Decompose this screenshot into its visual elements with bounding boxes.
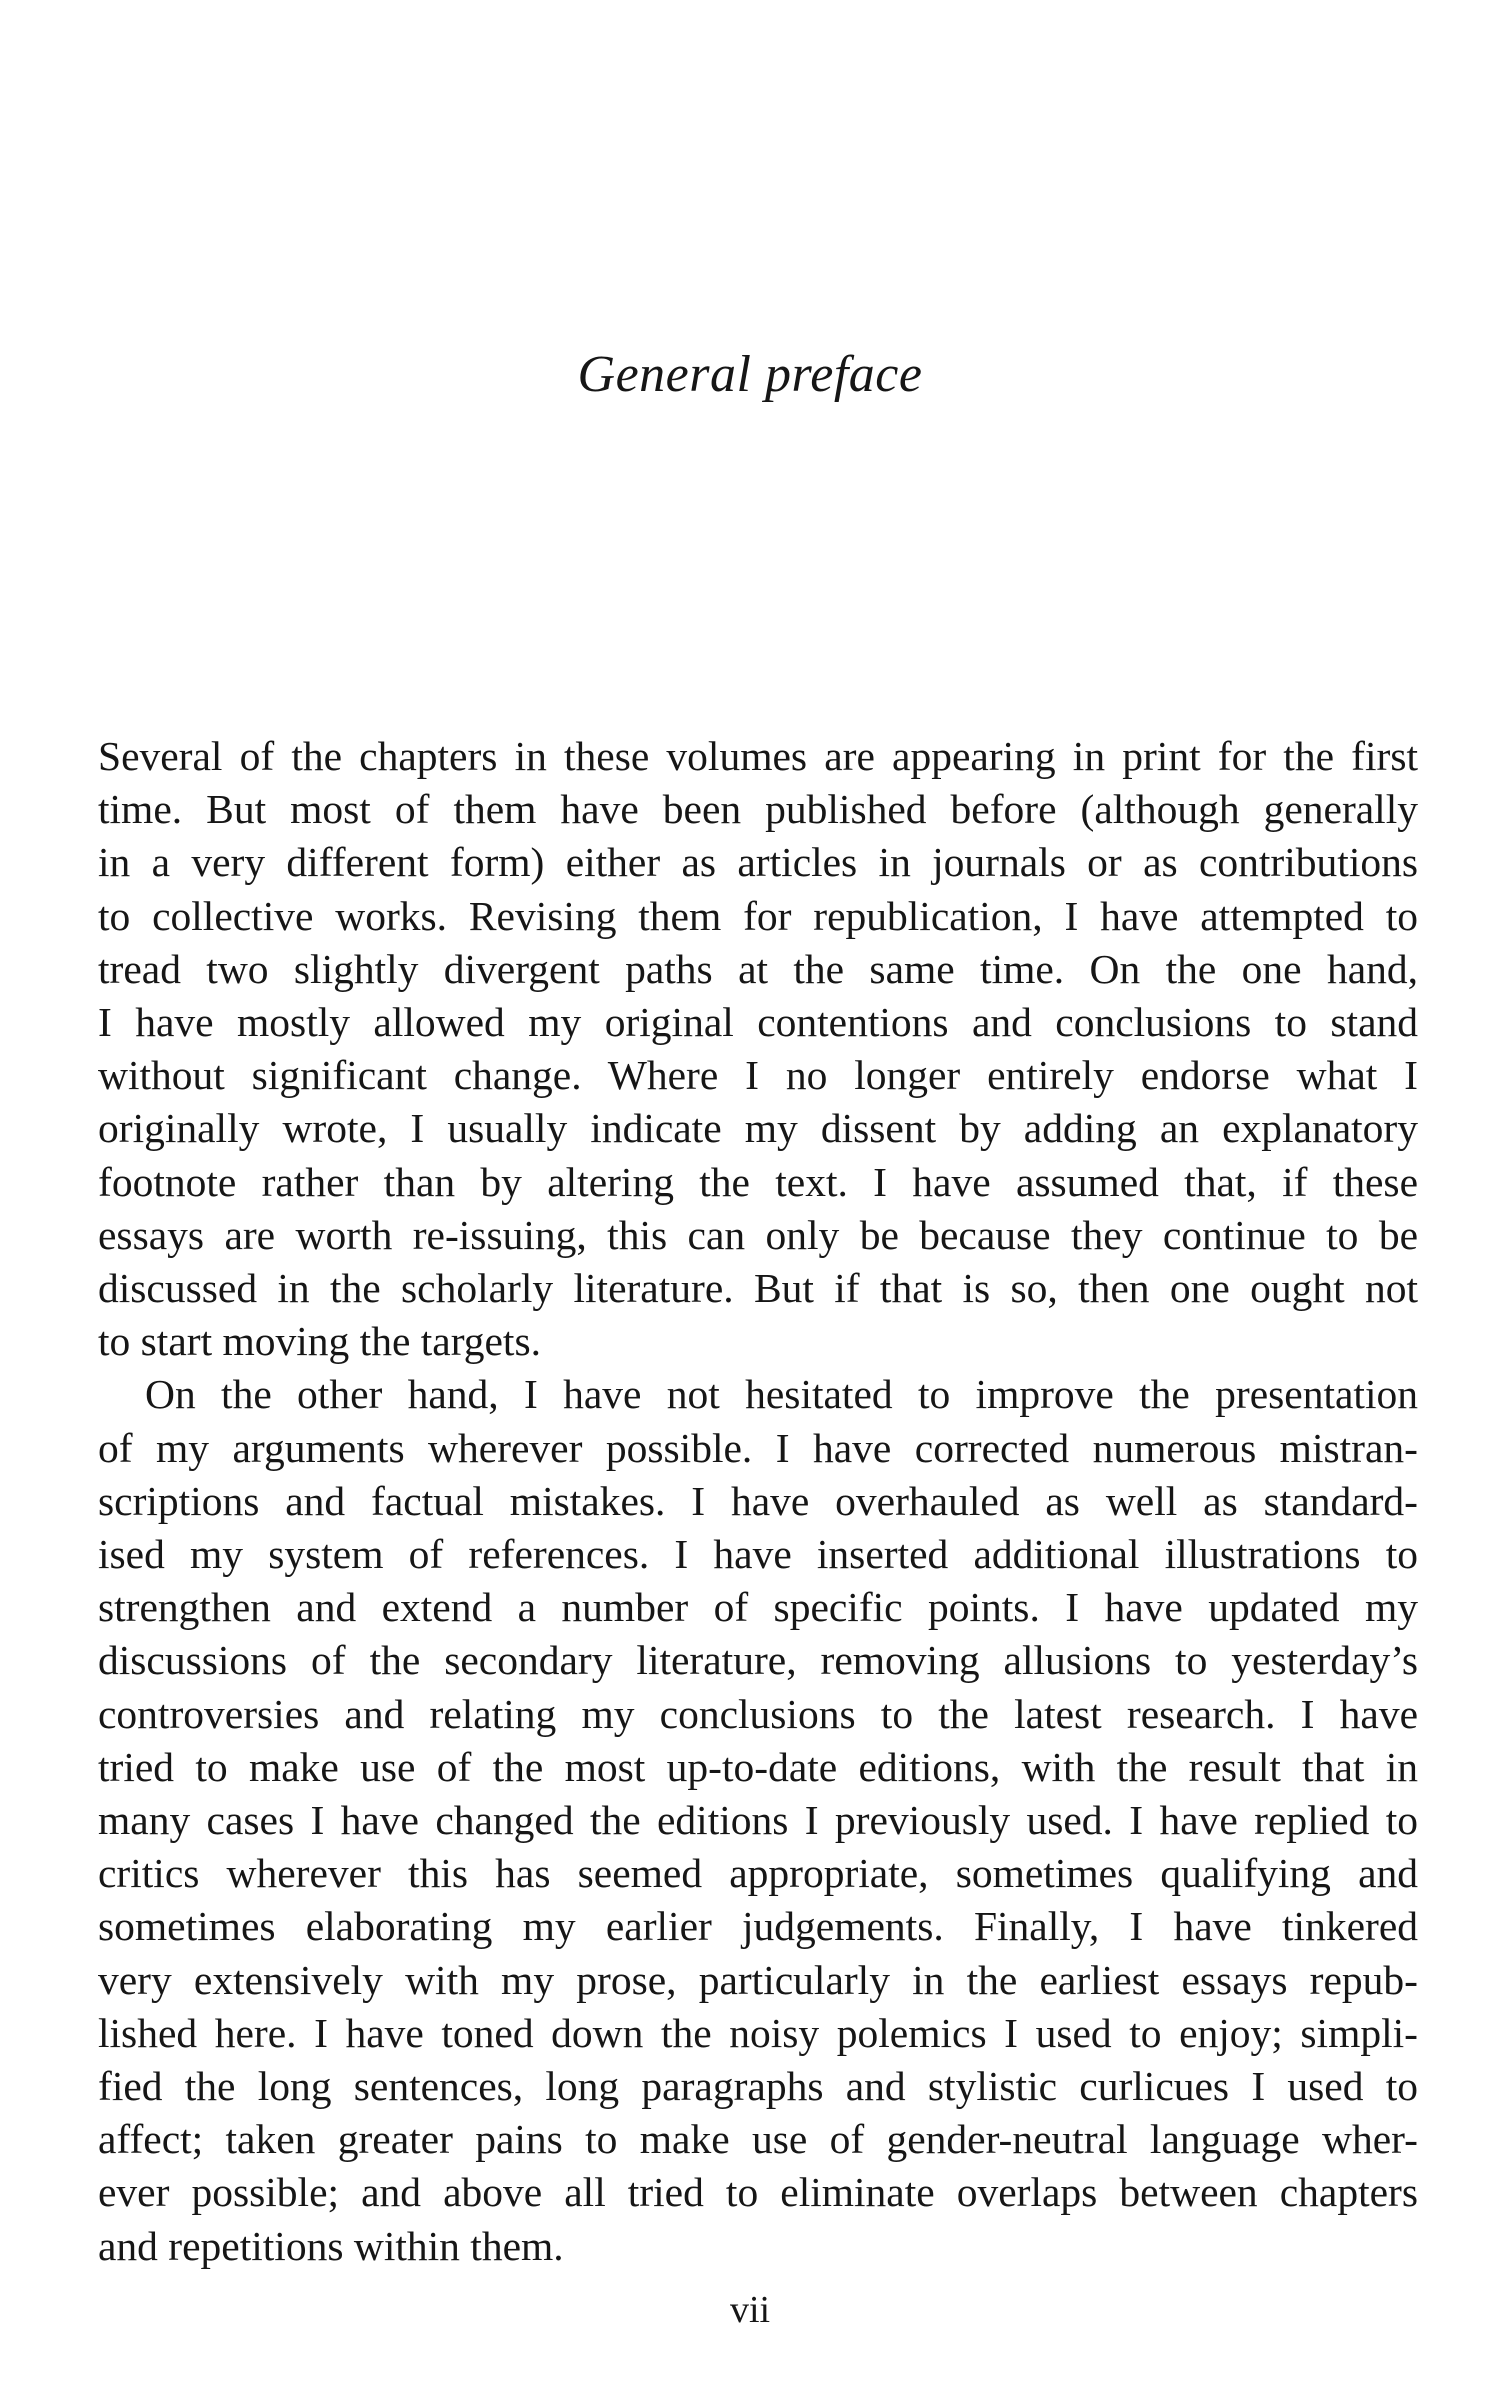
text-line: critics wherever this has seemed appropriate, sometimes qualifying and bbox=[98, 1850, 1418, 1897]
text-line: strengthen and extend a number of specific points. I have updated my bbox=[98, 1584, 1418, 1631]
page-number: vii bbox=[729, 2289, 771, 2331]
text-line: without significant change. Where I no longer entirely endorse what I bbox=[98, 1052, 1418, 1099]
text-line: ised my system of references. I have inserted additional illustrations to bbox=[98, 1531, 1418, 1578]
body-text bbox=[98, 730, 1418, 2273]
text-line: fied the long sentences, long paragraphs and stylistic curlicues I used to bbox=[98, 2063, 1418, 2110]
text-line: of my arguments wherever possible. I have corrected numerous mistran- bbox=[98, 1424, 1418, 1471]
text-line: originally wrote, I usually indicate my dissent by adding an explanatory bbox=[98, 1105, 1418, 1152]
text-line: controversies and relating my conclusions to the latest research. I have bbox=[98, 1690, 1418, 1737]
text-line: in a very different form) either as articles in journals or as contributions bbox=[98, 839, 1418, 886]
text-line: sometimes elaborating my earlier judgements. Finally, I have tinkered bbox=[98, 1903, 1418, 1950]
text-line: ever possible; and above all tried to eliminate overlaps between chapters bbox=[98, 2169, 1418, 2216]
text-line: On the other hand, I have not hesitated to improve the presentation bbox=[145, 1371, 1418, 1418]
text-line: I have mostly allowed my original contentions and conclusions to stand bbox=[98, 999, 1418, 1046]
text-line: tried to make use of the most up-to-date editions, with the result that in bbox=[98, 1743, 1418, 1790]
text-line: scriptions and factual mistakes. I have overhauled as well as standard- bbox=[98, 1477, 1418, 1524]
text-line: and repetitions within them. bbox=[98, 2222, 564, 2269]
text-line: time. But most of them have been published before (although generally bbox=[98, 786, 1418, 833]
text-line: lished here. I have toned down the noisy polemics I used to enjoy; simpli- bbox=[98, 2009, 1418, 2056]
text-line: tread two slightly divergent paths at the same time. On the one hand, bbox=[98, 945, 1418, 992]
text-line: very extensively with my prose, particularly in the earliest essays repub- bbox=[98, 1956, 1418, 2003]
page-title: General preface bbox=[577, 346, 923, 403]
paragraph-1 bbox=[98, 730, 1418, 1368]
paragraph-2 bbox=[98, 1368, 1418, 2272]
text-line: many cases I have changed the editions I previously used. I have replied to bbox=[98, 1797, 1418, 1844]
text-line: affect; taken greater pains to make use of gender-neutral language wher- bbox=[98, 2116, 1418, 2163]
text-line: to start moving the targets. bbox=[98, 1318, 541, 1365]
text-line: discussed in the scholarly literature. But if that is so, then one ought not bbox=[98, 1265, 1418, 1312]
text-line: footnote rather than by altering the text. I have assumed that, if these bbox=[98, 1158, 1418, 1205]
text-line: discussions of the secondary literature, removing allusions to yesterday’s bbox=[98, 1637, 1418, 1684]
text-line: Several of the chapters in these volumes are appearing in print for the first bbox=[98, 733, 1418, 779]
text-line: essays are worth re-issuing, this can only be because they continue to be bbox=[98, 1211, 1418, 1258]
text-line: to collective works. Revising them for republication, I have attempted to bbox=[98, 892, 1418, 939]
